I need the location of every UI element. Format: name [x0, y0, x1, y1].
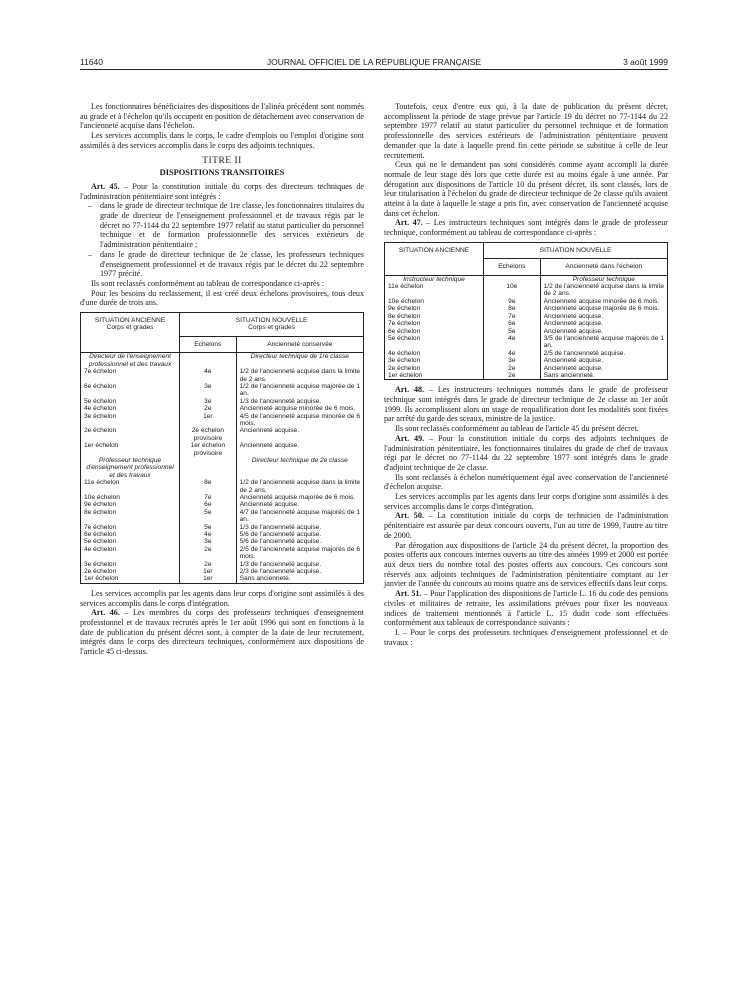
table-row — [81, 509, 364, 524]
anciennete-cell: 1/2 de l'ancienneté acquise dans la limite de 2 ans. — [540, 283, 667, 298]
article-46 — [80, 608, 364, 657]
echelon-cell: 10e — [484, 283, 541, 298]
article-number: Art. 47. — [395, 218, 423, 228]
table-header-old: SITUATION ANCIENNE — [385, 242, 484, 275]
echelon-cell: 5e — [180, 524, 237, 531]
paragraph: Ils sont reclassés conformément au tableau de l'article 45 du présent décret. — [395, 424, 639, 434]
table-row — [385, 298, 668, 305]
old-cell: 4e échelon — [81, 546, 180, 561]
article-49 — [384, 434, 668, 473]
table-row — [81, 561, 364, 568]
echelon-cell: 6e — [484, 320, 541, 327]
list-item: – dans le grade de directeur technique de 1re classe, les fonctionnaires titulaires du grade de directeur de l'enseignement professionnel et de travaux régis par le décret no 77-1144 du 22 septembre 1977 relatif au statut particulier du personnel technique et de formation professionnelle des services extérieurs de l'administration pénitentiaire ; — [100, 201, 364, 250]
table-row — [81, 538, 364, 545]
article-number: Art. 46. — [91, 608, 120, 618]
table-row — [81, 405, 364, 412]
paragraph: Ils sont reclassés à échelon numériquement égal avec conservation de l'ancienneté d'échelon acquise. — [384, 472, 668, 492]
table-row — [81, 442, 364, 457]
article-text: – Les membres du corps des professeurs techniques d'enseignement professionnel et de travaux recrutés après le 1er août 1996 qui sont en fonctions à la date de publication du présent décret sont, à compter de la date de leur recrutement, intégrés dans le corps des directeurs techniques, conformément aux dispositions de l'article 45 ci-dessus. — [80, 608, 365, 657]
echelon-cell: 9e — [484, 298, 541, 305]
paragraph: Les services accomplis dans le corps, le cadre d'emplois ou l'emploi d'origine sont assimilés à des services accomplis dans le corps des adjoints techniques. — [80, 131, 364, 150]
article-text: – Les instructeurs techniques nommés dans le grade de professeur technique sont intégrés dans le grade de directeur technique de 2e classe au 1er août 1999. Ils accomplissent alors un stage de requalification dont les modalités sont fixées par arrêté du garde des sceaux, ministre de la justice. — [384, 385, 668, 424]
section-new: Professeur technique — [540, 275, 667, 283]
echelon-cell: 2e — [180, 546, 237, 561]
echelon-cell: 1er — [180, 575, 237, 583]
anciennete-cell: Ancienneté acquise minorée de 6 mois. — [540, 298, 667, 305]
table-row — [81, 568, 364, 575]
old-cell: 3e échelon — [385, 357, 484, 364]
paragraph: Les fonctionnaires bénéficiaires des dispositions de l'alinéa précédent sont nommés au grade et à l'échelon qu'ils occupent en position de détachement avec conservation de l'ancienneté acquise dans l'échelon. — [80, 102, 364, 131]
header-rule — [80, 69, 668, 70]
right-column — [384, 102, 668, 647]
table-row — [385, 283, 668, 298]
anciennete-cell: 1/2 de l'ancienneté acquise dans la limite de 2 ans. — [236, 368, 363, 383]
anciennete-cell: 1/3 de l'ancienneté acquise. — [236, 561, 363, 568]
journal-title: JOURNAL OFFICIEL DE LA RÉPUBLIQUE FRANÇAISE — [266, 57, 482, 67]
section-subtitle: DISPOSITIONS TRANSITOIRES — [159, 168, 285, 178]
anciennete-cell: 2/3 de l'ancienneté acquise. — [236, 568, 363, 575]
table-row — [81, 494, 364, 501]
old-cell: 10e échelon — [81, 494, 180, 501]
correspondence-table-2 — [384, 242, 668, 381]
paragraph: Les services accomplis par les agents dans leur corps d'origine sont assimilés à des services accomplis dans le corps d'intégration. — [80, 588, 364, 608]
old-cell: 3e échelon — [81, 561, 180, 568]
article-text: – La constitution initiale du corps de technicien de l'administration pénitentiaire est assurée par deux concours ouverts, l'un au titre de 1999, l'autre au titre de 2000. — [384, 511, 669, 540]
paragraph: Toutefois, ceux d'entre eux qui, à la date de publication du présent décret, accomplissent la période de stage prévue par l'article 19 du décret no 77-1144 du 22 septembre 1977 relatif au statut particulier du personnel technique et de formation professionnelle des services extérieurs de l'administration pénitentiaire peuvent demander que la date à laquelle prend fin cette période se substitue à celle de leur recrutement. — [384, 102, 668, 160]
old-cell: 6e échelon — [81, 383, 180, 398]
old-cell: 2e échelon — [81, 427, 180, 442]
page-number: 11640 — [80, 57, 104, 67]
article-text: – Pour la constitution initiale du corps des directeurs techniques de l'administration pénitentiaire sont intégrés : — [80, 181, 364, 201]
article-45-list — [80, 201, 364, 279]
anciennete-cell: Ancienneté acquise. — [540, 320, 667, 327]
anciennete-cell: Ancienneté acquise. — [540, 313, 667, 320]
table-row — [385, 320, 668, 327]
table-row — [385, 357, 668, 364]
echelon-cell: 2e échelon provisoire — [180, 427, 237, 442]
article-48 — [384, 385, 668, 424]
table-header-echelons: Echelons — [180, 336, 237, 352]
old-cell: 5e échelon — [385, 335, 484, 350]
article-number: Art. 51. — [395, 589, 422, 599]
table-row — [81, 479, 364, 494]
table-row — [81, 383, 364, 398]
old-cell: 5e échelon — [81, 398, 180, 405]
echelon-cell: 4e — [180, 531, 237, 538]
echelon-cell: 3e — [180, 398, 237, 405]
anciennete-cell: 2/5 de l'ancienneté acquise majorés de 6 mois. — [236, 546, 363, 561]
table-row — [385, 372, 668, 380]
old-cell: 7e échelon — [81, 368, 180, 383]
section-title: TITRE II — [202, 155, 242, 166]
section-old: Professeur technique d'enseignement professionnel et des travaux — [81, 457, 180, 479]
table-header-new: SITUATION NOUVELLE Corps et grades — [180, 313, 364, 337]
table-header-new: SITUATION NOUVELLE — [484, 242, 668, 258]
old-cell: 4e échelon — [81, 405, 180, 412]
article-47 — [384, 218, 668, 237]
table-header-anciennete: Ancienneté dans l'échelon — [540, 259, 667, 275]
article-number: Art. 49. — [395, 433, 425, 443]
old-cell: 4e échelon — [385, 350, 484, 357]
anciennete-cell: 2/5 de l'ancienneté acquise. — [540, 350, 667, 357]
echelon-cell: 7e — [180, 494, 237, 501]
anciennete-cell: Ancienneté acquise minorée de 6 mois. — [236, 405, 363, 412]
table-row — [81, 524, 364, 531]
echelon-cell: 5e — [484, 328, 541, 335]
anciennete-cell: 1/3 de l'ancienneté acquise. — [236, 524, 363, 531]
anciennete-cell: 4/7 de l'ancienneté acquise majorés de 1 an. — [236, 509, 363, 524]
echelon-cell: 8e — [180, 479, 237, 494]
article-51 — [384, 589, 668, 628]
table-row — [81, 413, 364, 428]
anciennete-cell: 5/6 de l'ancienneté acquise. — [236, 531, 363, 538]
paragraph: Pour les besoins du reclassement, il est créé deux échelons provisoires, tous deux d'une durée de trois ans. — [80, 288, 364, 308]
table-row — [81, 575, 364, 583]
table-header-echelons: Echelons — [484, 259, 541, 275]
paragraph: Par dérogation aux dispositions de l'article 24 du présent décret, la proportion des postes offerts aux concours internes ouverts au titre des années 1999 et 2000 est portée aux deux tiers du nombre total des postes offerts aux concours. Ces concours sont réservés aux adjoints techniques de l'administration pénitentiaire comptant au 1er janvier de l'année du concours au moins quatre ans de services effectifs dans leur corps. — [384, 540, 668, 589]
anciennete-cell: Ancienneté acquise majorée de 6 mois. — [540, 305, 667, 312]
article-45 — [80, 182, 364, 201]
echelon-cell: 3e — [180, 538, 237, 545]
table-section-row — [81, 353, 364, 368]
echelon-cell: 2e — [180, 561, 237, 568]
anciennete-cell: Ancienneté acquise. — [236, 501, 363, 508]
echelon-cell: 1er échelon provisoire — [180, 442, 237, 457]
table-row — [81, 368, 364, 383]
old-cell: 6e échelon — [81, 531, 180, 538]
paragraph: Ils sont reclassés conformément au tableau de correspondance ci-après : — [91, 278, 325, 288]
anciennete-cell: Ancienneté acquise. — [540, 365, 667, 372]
anciennete-cell: 1/2 de l'ancienneté acquise majorée de 1 an. — [236, 383, 363, 398]
anciennete-cell: Ancienneté acquise. — [236, 442, 363, 457]
table-row — [385, 313, 668, 320]
old-cell: 8e échelon — [81, 509, 180, 524]
article-number: Art. 50. — [395, 511, 424, 521]
old-cell: 7e échelon — [81, 524, 180, 531]
echelon-cell: 8e — [484, 305, 541, 312]
table-row — [385, 350, 668, 357]
section-new: Directeur technique de 2e classe — [236, 457, 363, 479]
anciennete-cell: 1/2 de l'ancienneté acquise dans la limite de 2 ans. — [236, 479, 363, 494]
section-new: Directeur technique de 1re classe — [236, 353, 363, 368]
anciennete-cell: Ancienneté acquise. — [236, 427, 363, 442]
table-row — [81, 398, 364, 405]
table-row — [81, 546, 364, 561]
echelon-cell: 6e — [180, 501, 237, 508]
table-row — [385, 335, 668, 350]
table-section-row — [385, 275, 668, 283]
echelon-cell: 4e — [180, 368, 237, 383]
table-row — [81, 427, 364, 442]
article-50 — [384, 511, 668, 540]
table-row — [81, 531, 364, 538]
echelon-cell: 2e — [484, 372, 541, 380]
echelon-cell: 2e — [180, 405, 237, 412]
table-row — [385, 305, 668, 312]
old-cell: 2e échelon — [385, 365, 484, 372]
anciennete-cell: 5/6 de l'ancienneté acquise. — [236, 538, 363, 545]
article-number: Art. 48. — [395, 385, 425, 395]
echelon-cell: 3e — [484, 357, 541, 364]
old-cell: 1er échelon — [81, 442, 180, 457]
list-item: – dans le grade de directeur technique de 2e classe, les professeurs techniques d'enseignement professionnel et de travaux régis par le décret du 22 septembre 1977 précité. — [100, 250, 364, 279]
old-cell: 1er échelon — [81, 575, 180, 583]
anciennete-cell: Ancienneté acquise majorée de 6 mois. — [236, 494, 363, 501]
issue-date: 3 août 1999 — [623, 57, 668, 67]
old-cell: 5e échelon — [81, 538, 180, 545]
old-cell: 3e échelon — [81, 413, 180, 428]
article-text: – Pour l'application des dispositions de l'article L. 16 du code des pensions civiles et militaires de retraite, les assimilations prévues pour fixer les nouveaux indices de traitement mentionnés à l'article L. 15 dudit code sont effectuées conformément aux tableaux de correspondance suivants : — [384, 589, 668, 628]
section-old: Instructeur technique — [385, 275, 484, 283]
table-body — [81, 368, 364, 457]
article-text: – Pour la constitution initiale du corps des adjoints techniques de l'administration pénitentiaire, les fonctionnaires titulaires du grade de chef de travaux régi par le décret no 77-1144 du 22 septembre 1977 sont intégrés dans le grade d'adjoint technique de 2e classe. — [384, 433, 668, 472]
correspondence-table-1 — [80, 312, 364, 584]
anciennete-cell: 4/5 de l'ancienneté acquise minorée de 6 mois. — [236, 413, 363, 428]
echelon-cell: 5e — [180, 509, 237, 524]
anciennete-cell: Ancienneté acquise. — [540, 328, 667, 335]
table-row — [385, 328, 668, 335]
anciennete-cell: 1/3 de l'ancienneté acquise. — [236, 398, 363, 405]
paragraph: Les services accomplis par les agents dans leur corps d'origine sont assimilés à des services accomplis dans le corps d'intégration. — [384, 492, 668, 511]
anciennete-cell: 3/5 de l'ancienneté acquise majorés de 1 an. — [540, 335, 667, 350]
echelon-cell: 4e — [484, 335, 541, 350]
old-cell: 2e échelon — [81, 568, 180, 575]
old-cell: 10e échelon — [385, 298, 484, 305]
table-section-row — [81, 457, 364, 479]
table-body — [81, 479, 364, 583]
article-number: Art. 45. — [91, 181, 120, 191]
old-cell: 11e échelon — [385, 283, 484, 298]
left-column — [80, 102, 364, 657]
old-cell: 9e échelon — [385, 305, 484, 312]
echelon-cell: 1er — [180, 568, 237, 575]
echelon-cell: 2e — [484, 365, 541, 372]
anciennete-cell: Sans ancienneté. — [540, 372, 667, 380]
table-row — [81, 501, 364, 508]
old-cell: 6e échelon — [385, 328, 484, 335]
old-cell: 8e échelon — [385, 313, 484, 320]
old-cell: 1er échelon — [385, 372, 484, 380]
old-cell: 9e échelon — [81, 501, 180, 508]
old-cell: 7e échelon — [385, 320, 484, 327]
section-old: Directeur de l'enseignement professionnel et des travaux — [81, 353, 180, 368]
anciennete-cell: Ancienneté acquise. — [540, 357, 667, 364]
echelon-cell: 1er — [180, 413, 237, 428]
echelon-cell: 7e — [484, 313, 541, 320]
old-cell: 11e échelon — [81, 479, 180, 494]
table-row — [385, 365, 668, 372]
table-body — [385, 283, 668, 380]
article-text: – Les instructeurs techniques sont intégrés dans le grade de professeur technique, conformément au tableau de correspondance ci-après : — [384, 218, 668, 238]
table-header-old: SITUATION ANCIENNE Corps et grades — [81, 313, 180, 353]
echelon-cell: 3e — [180, 383, 237, 398]
paragraph: Ceux qui ne le demandent pas sont considérés comme ayant accompli la durée normale de leur stage dès lors que cette durée est au moins égale à une année. Par dérogation aux dispositions de l'article 10 du présent décret, ils sont classés, lors de leur titularisation à l'échelon du grade de directeur technique de 2e classe qu'ils avaient atteint à la date à laquelle le stage a pris fin, avec conservation de l'ancienneté acquise dans cet échelon. — [384, 160, 668, 218]
anciennete-cell: Sans ancienneté. — [236, 575, 363, 583]
paragraph: I. – Pour le corps des professeurs techniques d'enseignement professionnel et de travaux : — [384, 627, 668, 647]
table-header-anciennete: Ancienneté conservée — [236, 336, 363, 352]
echelon-cell: 4e — [484, 350, 541, 357]
